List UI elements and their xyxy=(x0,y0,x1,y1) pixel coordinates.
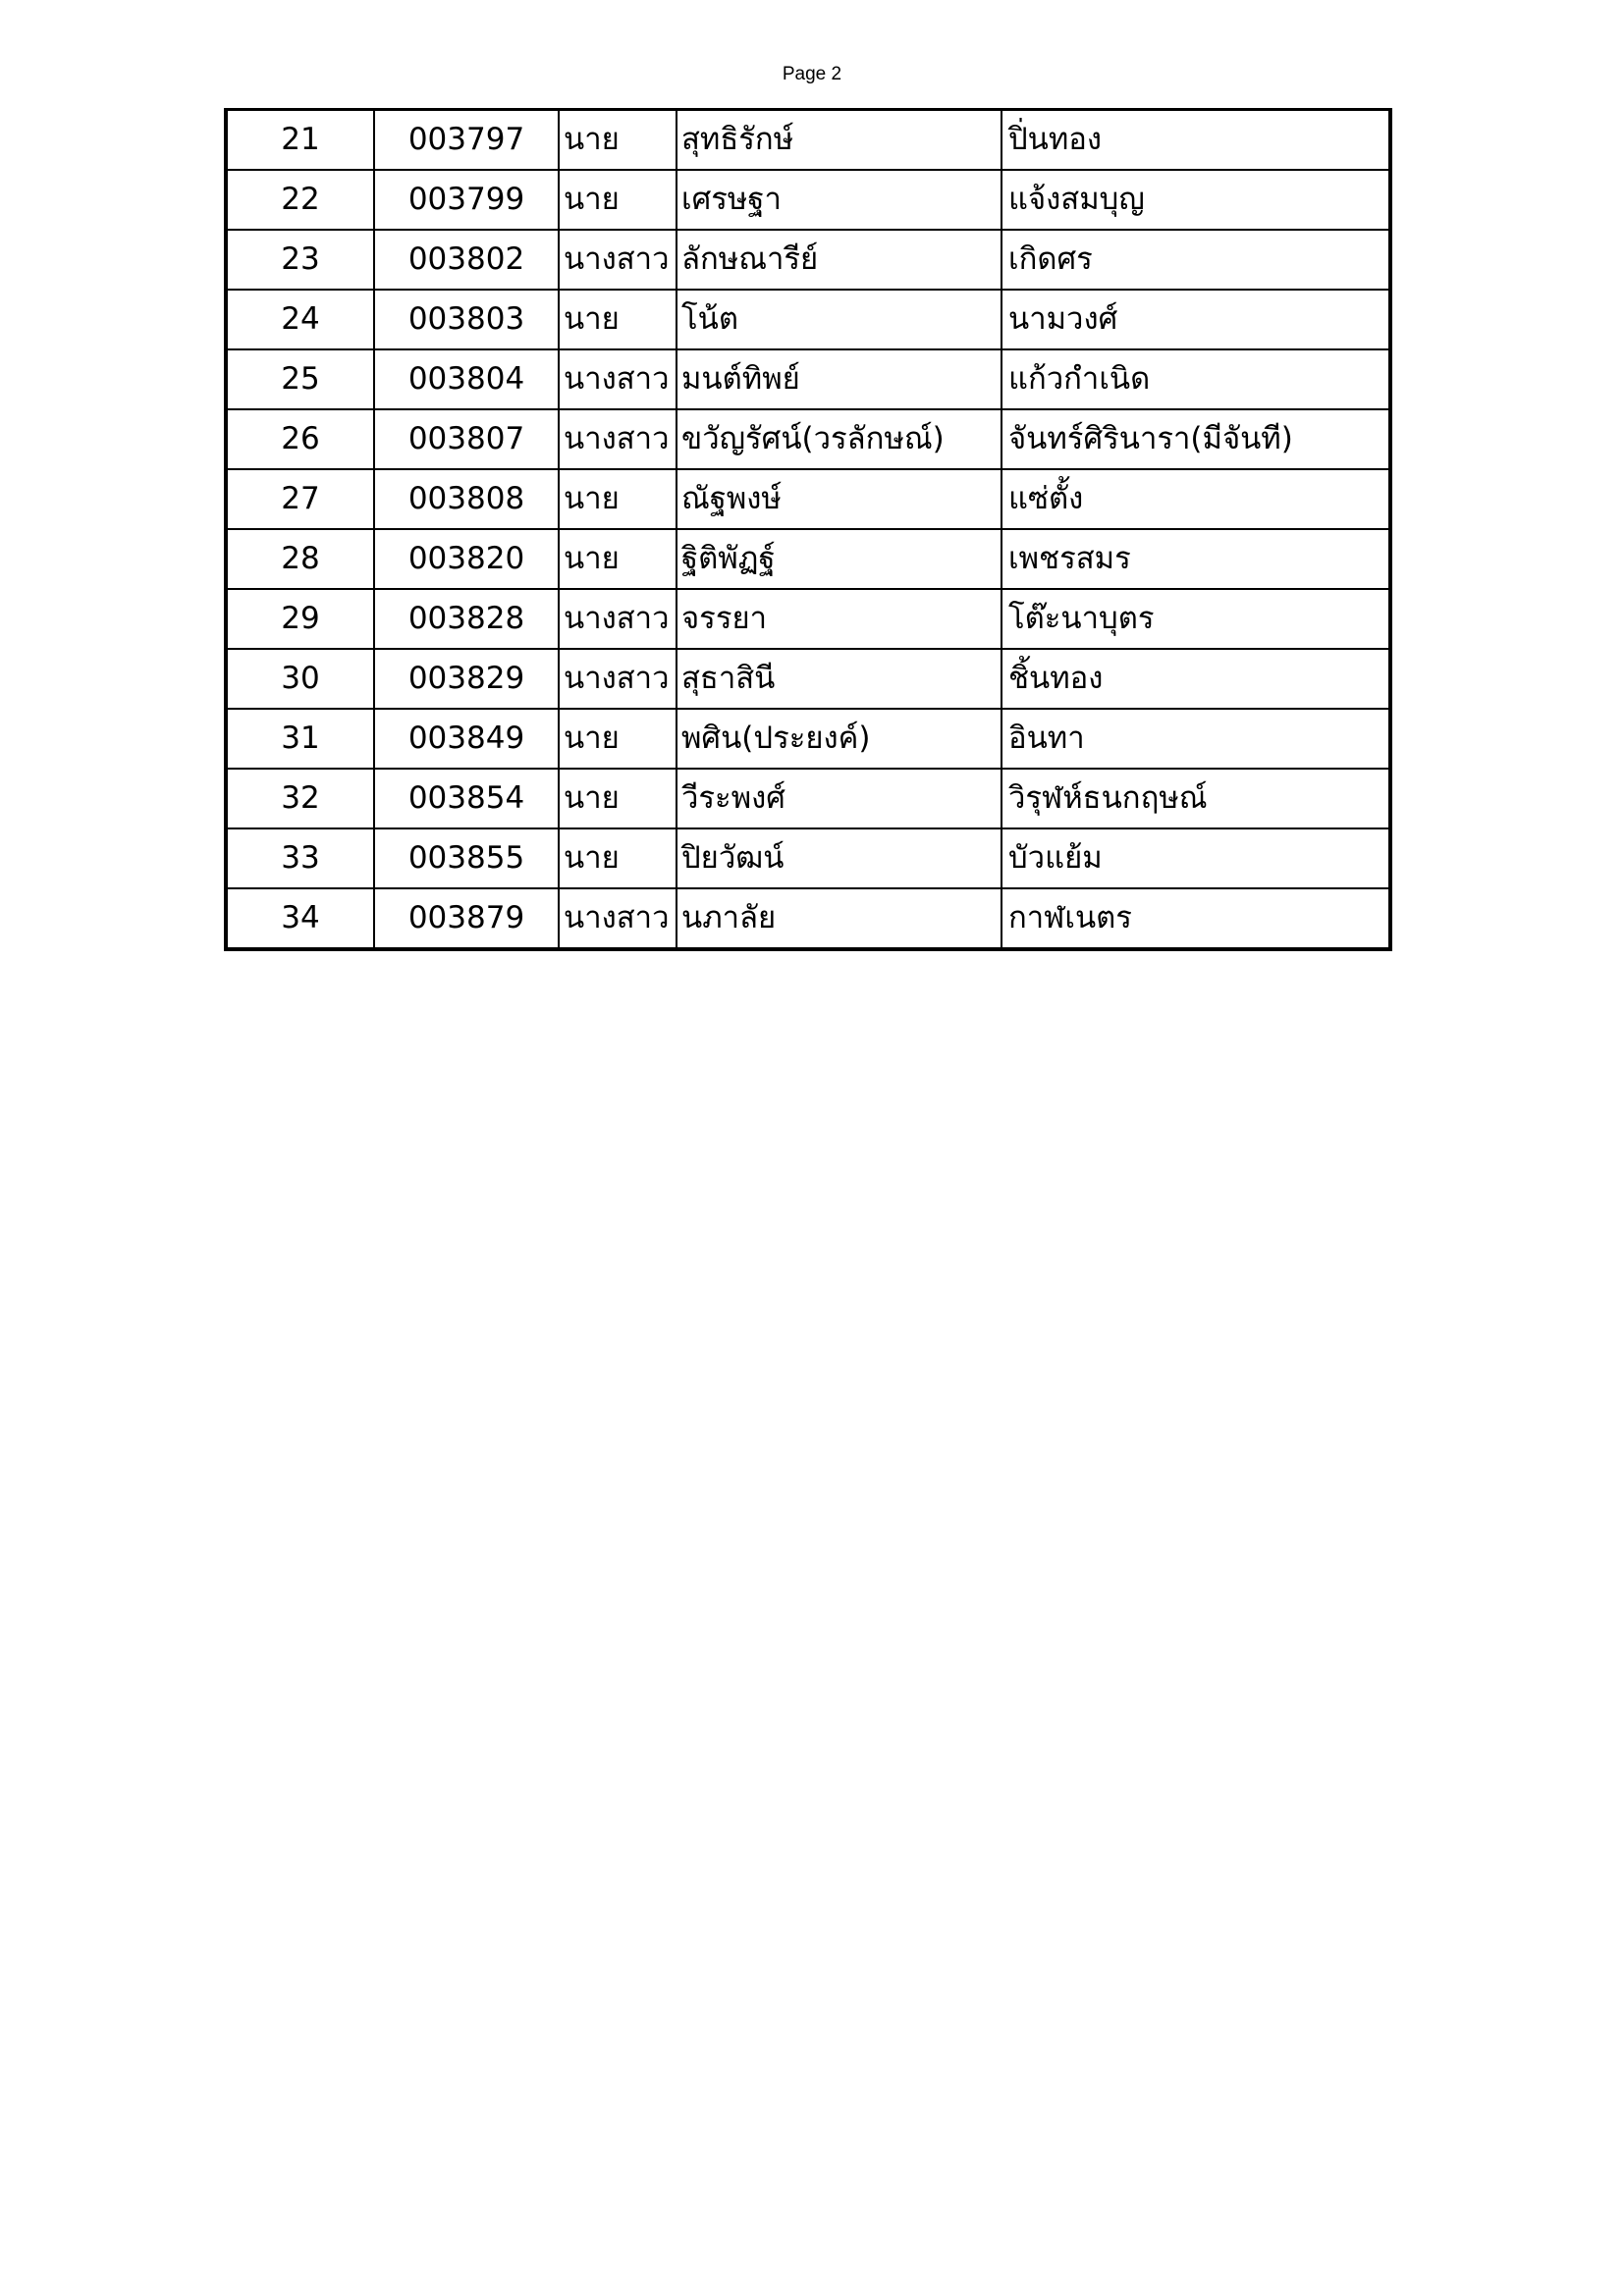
last-name-cell: วิรุฬห์ธนกฤษณ์ xyxy=(1001,769,1390,828)
first-name-cell: ลักษณารีย์ xyxy=(677,230,1001,290)
table-row xyxy=(226,170,1390,230)
applicant-id-cell: 003879 xyxy=(374,888,559,949)
last-name-cell: แก้วกำเนิด xyxy=(1001,349,1390,409)
title-cell: นาย xyxy=(559,769,677,828)
applicant-id-cell: 003828 xyxy=(374,589,559,649)
last-name-cell: จันทร์ศิรินารา(มีจันที) xyxy=(1001,409,1390,469)
applicant-id-cell: 003820 xyxy=(374,529,559,589)
first-name-cell: ปิยวัฒน์ xyxy=(677,828,1001,888)
row-number-cell: 27 xyxy=(226,469,374,529)
table-row xyxy=(226,769,1390,828)
title-cell: นาย xyxy=(559,709,677,769)
last-name-cell: เกิดศร xyxy=(1001,230,1390,290)
applicant-id-cell: 003829 xyxy=(374,649,559,709)
title-cell: นาย xyxy=(559,170,677,230)
applicant-id-cell: 003854 xyxy=(374,769,559,828)
row-number-cell: 21 xyxy=(226,110,374,171)
last-name-cell: โต๊ะนาบุตร xyxy=(1001,589,1390,649)
name-list-table xyxy=(224,108,1392,951)
table-row xyxy=(226,888,1390,949)
page-number-label: Page 2 xyxy=(782,64,842,84)
title-cell: นาย xyxy=(559,290,677,349)
first-name-cell: วีระพงศ์ xyxy=(677,769,1001,828)
title-cell: นาย xyxy=(559,110,677,171)
last-name-cell: กาฬเนตร xyxy=(1008,900,1132,935)
title-cell: นางสาว xyxy=(559,589,677,649)
last-name-cell: ชิ้นทอง xyxy=(1001,649,1390,709)
table-row xyxy=(226,828,1390,888)
first-name-cell: ฐิติพัฏฐ์ xyxy=(677,529,1001,589)
table-row xyxy=(226,589,1390,649)
row-number-cell: 23 xyxy=(226,230,374,290)
row-number-cell: 22 xyxy=(226,170,374,230)
last-name-cell: แจ้งสมบุญ xyxy=(1001,170,1390,230)
last-name-cell: บัวแย้ม xyxy=(1001,828,1390,888)
title-cell: นางสาว xyxy=(559,888,677,949)
last-name-cell: แซ่ตั้ง xyxy=(1001,469,1390,529)
table-row xyxy=(226,409,1390,469)
title-cell: นางสาว xyxy=(559,409,677,469)
table-row xyxy=(226,110,1390,171)
first-name-cell: มนต์ทิพย์ xyxy=(677,349,1001,409)
table-row xyxy=(226,290,1390,349)
first-name-cell: ณัฐพงษ์ xyxy=(677,469,1001,529)
first-name-cell: นภาลัย xyxy=(677,888,1001,949)
applicant-id-cell: 003808 xyxy=(374,469,559,529)
first-name-cell: โน้ต xyxy=(677,290,1001,349)
table-row xyxy=(226,349,1390,409)
applicant-id-cell: 003807 xyxy=(374,409,559,469)
first-name-cell: พศิน(ประยงค์) xyxy=(677,709,1001,769)
title-cell: นางสาว xyxy=(559,230,677,290)
applicant-id-cell: 003797 xyxy=(374,110,559,171)
applicant-id-cell: 003799 xyxy=(374,170,559,230)
applicant-id-cell: 003802 xyxy=(374,230,559,290)
row-number-cell: 30 xyxy=(226,649,374,709)
first-name-cell: สุธาสินี xyxy=(677,649,1001,709)
applicant-id-cell: 003855 xyxy=(374,828,559,888)
row-number-cell: 26 xyxy=(226,409,374,469)
first-name-cell: สุทธิรักษ์ xyxy=(677,110,1001,171)
row-number-cell: 24 xyxy=(226,290,374,349)
applicant-id-cell: 003804 xyxy=(374,349,559,409)
table-row xyxy=(226,529,1390,589)
table-row xyxy=(226,230,1390,290)
title-cell: นางสาว xyxy=(559,649,677,709)
first-name-cell: เศรษฐา xyxy=(677,170,1001,230)
table-row xyxy=(226,709,1390,769)
row-number-cell: 33 xyxy=(226,828,374,888)
title-cell: นางสาว xyxy=(559,349,677,409)
row-number-cell: 29 xyxy=(226,589,374,649)
last-name-cell: นามวงศ์ xyxy=(1001,290,1390,349)
title-cell: นาย xyxy=(559,469,677,529)
title-cell: นาย xyxy=(559,529,677,589)
title-cell: นาย xyxy=(559,828,677,888)
row-number-cell: 25 xyxy=(226,349,374,409)
first-name-cell: จรรยา xyxy=(677,589,1001,649)
last-name-cell: ปิ่นทอง xyxy=(1001,110,1390,171)
table-body xyxy=(226,110,1390,950)
row-number-cell: 31 xyxy=(226,709,374,769)
last-name-cell: อินทา xyxy=(1001,709,1390,769)
last-name-cell: เพชรสมร xyxy=(1001,529,1390,589)
row-number-cell: 32 xyxy=(226,769,374,828)
first-name-cell: ขวัญรัศน์(วรลักษณ์) xyxy=(677,409,1001,469)
table-row xyxy=(226,649,1390,709)
row-number-cell: 34 xyxy=(226,888,374,949)
applicant-id-cell: 003849 xyxy=(374,709,559,769)
table-row xyxy=(226,469,1390,529)
row-number-cell: 28 xyxy=(226,529,374,589)
applicant-id-cell: 003803 xyxy=(374,290,559,349)
